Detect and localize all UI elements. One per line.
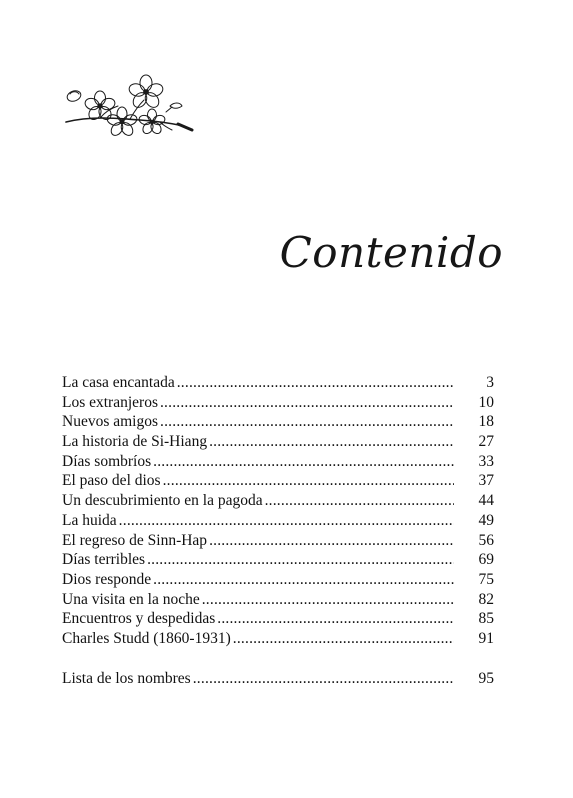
toc-entry-page: 27	[478, 433, 494, 451]
toc-entry-title: Encuentros y despedidas	[62, 610, 216, 628]
dot-leader	[177, 373, 454, 393]
table-of-contents	[62, 373, 494, 688]
toc-entry-title: El paso del dios	[62, 472, 161, 490]
toc-entry-page: 75	[478, 570, 494, 588]
dot-leader	[265, 491, 454, 511]
toc-entry	[62, 432, 494, 452]
dot-leader	[147, 550, 454, 570]
toc-entry-title: Una visita en la noche	[62, 590, 200, 608]
toc-entry-title: Días sombríos	[62, 452, 152, 470]
toc-entry-page: 49	[478, 511, 494, 529]
toc-entry	[62, 452, 494, 472]
toc-entry-page: 82	[478, 590, 494, 608]
dot-leader	[193, 669, 454, 689]
toc-entry	[62, 550, 494, 570]
dot-leader	[233, 629, 454, 649]
toc-entry-title: La historia de Si-Hiang	[62, 433, 208, 451]
toc-entry	[62, 590, 494, 610]
dot-leader	[202, 590, 454, 610]
dot-leader	[163, 471, 454, 491]
dot-leader	[217, 609, 454, 629]
toc-entry	[62, 570, 494, 590]
toc-entry	[62, 629, 494, 649]
dot-leader	[153, 570, 454, 590]
toc-entry-title: Los extranjeros	[62, 393, 158, 411]
toc-entry-page: 3	[486, 374, 494, 391]
toc-entry	[62, 471, 494, 491]
dot-leader	[209, 432, 454, 452]
toc-entry	[62, 511, 494, 531]
toc-entry	[62, 373, 494, 393]
toc-entry-page: 44	[478, 492, 494, 510]
toc-entry-page: 10	[478, 393, 494, 411]
toc-entry-title: Dios responde	[62, 570, 152, 588]
toc-entry-page: 56	[478, 531, 494, 549]
toc-entry-title: Un descubrimiento en la pagoda	[62, 492, 263, 510]
toc-entry-title: La huida	[62, 511, 117, 529]
dot-leader	[160, 412, 454, 432]
toc-entry-title: Nuevos amigos	[62, 413, 159, 431]
dot-leader	[160, 393, 454, 413]
dot-leader	[209, 531, 454, 551]
dot-leader	[153, 452, 454, 472]
toc-entry-title: Charles Studd (1860-1931)	[62, 629, 231, 647]
toc-entry-title: La casa encantada	[62, 374, 175, 391]
toc-entry	[62, 491, 494, 511]
toc-entry	[62, 609, 494, 629]
toc-entry-page: 18	[478, 413, 494, 431]
page-title: Contenido	[279, 228, 503, 277]
toc-entry-title: Lista de los nombres	[62, 669, 191, 687]
toc-entry	[62, 393, 494, 413]
toc-appendix-entry	[62, 669, 494, 689]
dot-leader	[119, 511, 454, 531]
toc-entry-page: 37	[478, 472, 494, 490]
cherry-blossom-branch-icon	[60, 72, 200, 144]
toc-entry-page: 69	[478, 551, 494, 569]
toc-entry	[62, 412, 494, 432]
toc-entry-title: Días terribles	[62, 551, 146, 569]
toc-entry-page: 85	[478, 610, 494, 628]
toc-entry-page: 91	[478, 629, 494, 647]
toc-entry-page: 33	[478, 452, 494, 470]
toc-entry-title: El regreso de Sinn-Hap	[62, 531, 208, 549]
toc-entry-page: 95	[478, 669, 494, 687]
toc-entry	[62, 531, 494, 551]
